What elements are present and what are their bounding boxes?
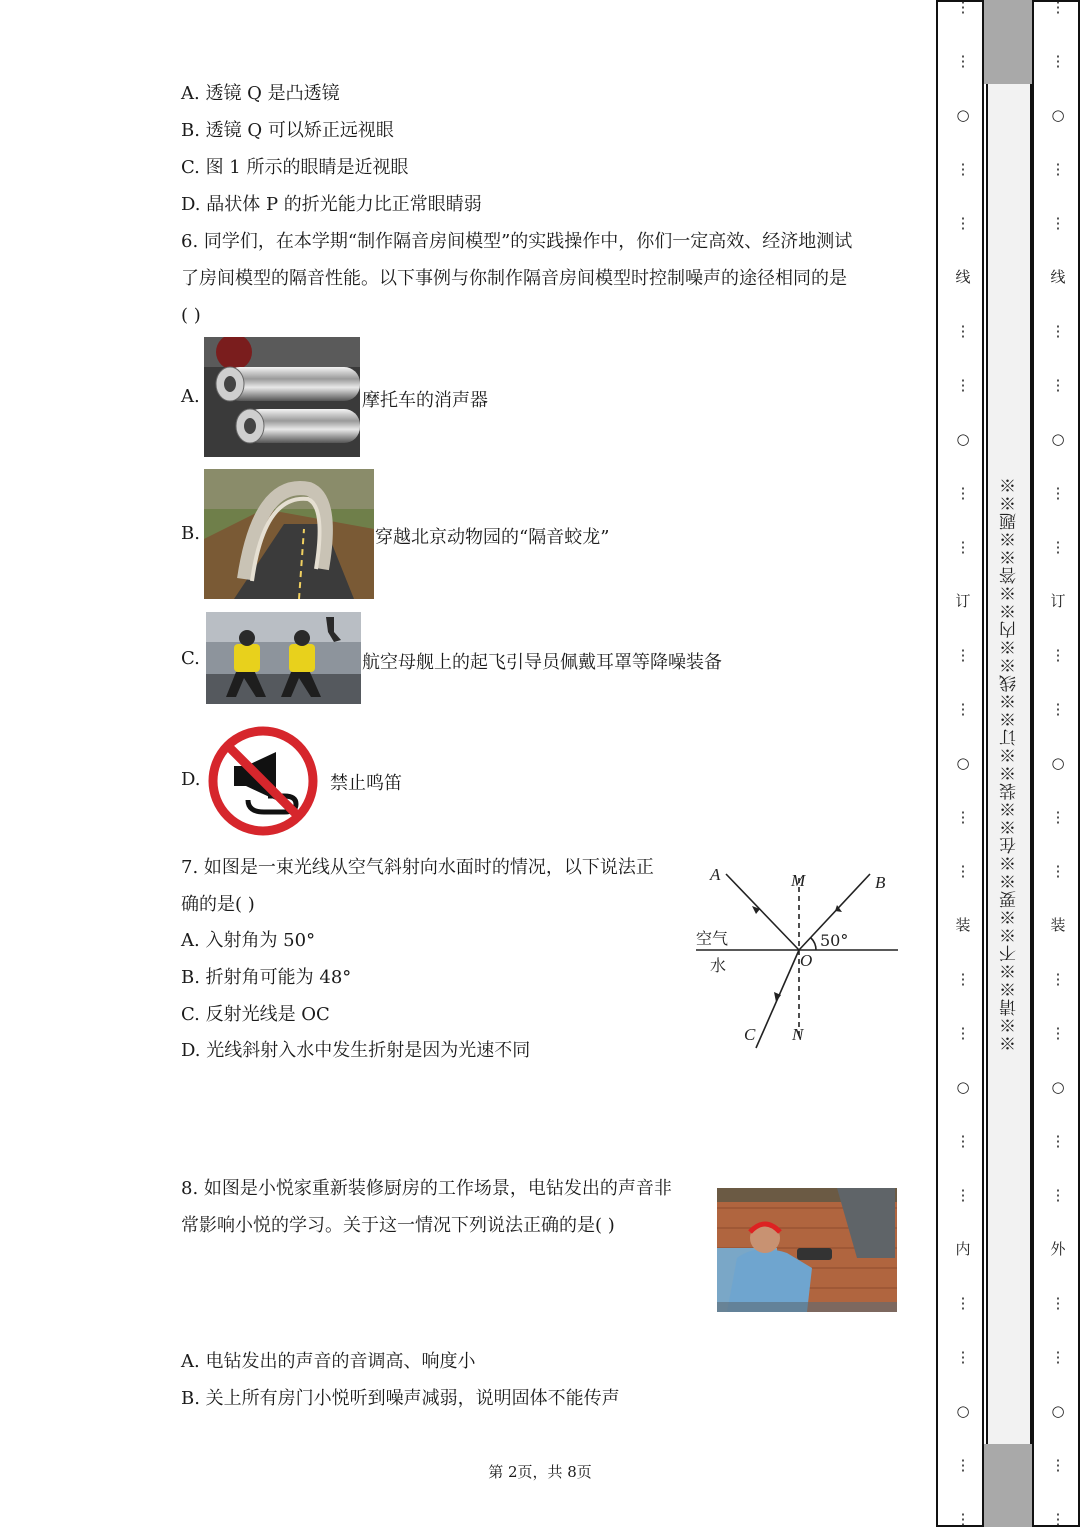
label-o: O bbox=[800, 951, 813, 970]
no-honking-sign-icon bbox=[206, 724, 320, 838]
label-a: A bbox=[710, 865, 721, 884]
q6-option-d-text: 禁止鸣笛 bbox=[330, 773, 402, 794]
q6-option-d-label: D. bbox=[181, 769, 201, 790]
binding-gray-top bbox=[984, 0, 1032, 84]
label-angle: 50° bbox=[820, 931, 849, 950]
q6-stem-line-1: 6. 同学们，在本学期“制作隔音房间模型”的实践操作中，你们一定高效、经济地测试 bbox=[181, 231, 853, 252]
inner-label-nei: 内 bbox=[955, 1240, 971, 1258]
motorcycle-muffler-image bbox=[204, 337, 360, 457]
flight-deck-crew-image bbox=[206, 612, 361, 704]
circle-mark: ○ bbox=[1051, 1078, 1065, 1096]
outer-label-xian: 线 bbox=[1050, 268, 1066, 286]
q8-stem-line-2: 常影响小悦的学习。关于这一情况下列说法正确的是( ) bbox=[181, 1215, 615, 1236]
answer-restriction-notice bbox=[986, 84, 1032, 1444]
label-water: 水 bbox=[710, 956, 727, 975]
circle-mark: ○ bbox=[1051, 754, 1065, 772]
inner-binding-column: ⋮ ⋮ ○ ⋮ ⋮ 线 ⋮ ⋮ ○ ⋮ ⋮ 订 ⋮ ⋮ ○ ⋮ ⋮ 装 ⋮ ⋮ ○ ⋮ ⋮ 内 ⋮ ⋮ ○ ⋮ ⋮ bbox=[955, 0, 971, 1528]
binding-gray-bottom bbox=[984, 1444, 1032, 1527]
inner-label-ding: 订 bbox=[955, 592, 971, 610]
q5-option-c: C. 图 1 所示的眼睛是近视眼 bbox=[181, 157, 409, 178]
circle-mark: ○ bbox=[956, 1402, 970, 1420]
q5-option-a: A. 透镜 Q 是凸透镜 bbox=[181, 83, 340, 104]
inner-label-xian: 线 bbox=[955, 268, 971, 286]
page-footer: 第 2页，共 8页 bbox=[488, 1463, 592, 1481]
q6-stem-line-3: ( ) bbox=[181, 305, 201, 326]
q6-option-a-text: 摩托车的消声器 bbox=[362, 390, 488, 411]
q7-stem-line-1: 7. 如图是一束光线从空气斜射向水面时的情况，以下说法正 bbox=[181, 857, 654, 878]
circle-mark: ○ bbox=[956, 106, 970, 124]
circle-mark: ○ bbox=[1051, 1402, 1065, 1420]
outer-label-zhuang: 装 bbox=[1050, 916, 1066, 934]
light-ray-diagram bbox=[690, 860, 905, 1060]
label-n: N bbox=[792, 1025, 804, 1044]
circle-mark: ○ bbox=[956, 1078, 970, 1096]
circle-mark: ○ bbox=[956, 430, 970, 448]
q7-option-d: D. 光线斜射入水中发生折射是因为光速不同 bbox=[181, 1040, 531, 1061]
inner-label-zhuang: 装 bbox=[955, 916, 971, 934]
label-b: B bbox=[875, 873, 886, 892]
q6-option-c-text: 航空母舰上的起飞引导员佩戴耳罩等降噪装备 bbox=[362, 652, 722, 673]
q6-stem-line-2: 了房间模型的隔音性能。以下事例与你制作隔音房间模型时控制噪声的途径相同的是 bbox=[181, 268, 847, 289]
q6-option-b-label: B. bbox=[181, 523, 200, 544]
label-m: M bbox=[791, 871, 806, 890]
q7-option-c: C. 反射光线是 OC bbox=[181, 1004, 330, 1025]
ray-oa bbox=[726, 874, 799, 950]
notice-text: ※※请※※不※※要※※在※※装※※订※※线※※内※※答※※题※※ bbox=[999, 476, 1020, 1052]
circle-mark: ○ bbox=[956, 754, 970, 772]
circle-mark: ○ bbox=[1051, 430, 1065, 448]
kitchen-drilling-photo bbox=[717, 1188, 897, 1312]
circle-mark: ○ bbox=[1051, 106, 1065, 124]
angle-arc bbox=[811, 938, 816, 950]
q5-option-b: B. 透镜 Q 可以矫正远视眼 bbox=[181, 120, 394, 141]
q8-option-a: A. 电钻发出的声音的音调高、响度小 bbox=[181, 1351, 476, 1372]
q6-option-b-text: 穿越北京动物园的“隔音蛟龙” bbox=[375, 527, 610, 548]
q6-option-c-label: C. bbox=[181, 648, 200, 669]
q7-option-b: B. 折射角可能为 48° bbox=[181, 967, 352, 988]
outer-label-wai: 外 bbox=[1050, 1240, 1066, 1258]
q6-option-a-label: A. bbox=[181, 386, 200, 407]
q7-option-a: A. 入射角为 50° bbox=[181, 930, 316, 951]
outer-label-ding: 订 bbox=[1050, 592, 1066, 610]
q7-stem-line-2: 确的是( ) bbox=[181, 894, 255, 915]
q5-option-d: D. 晶状体 P 的折光能力比正常眼睛弱 bbox=[181, 194, 482, 215]
noise-barrier-tunnel-image bbox=[204, 469, 374, 599]
q8-stem-line-1: 8. 如图是小悦家重新装修厨房的工作场景，电钻发出的声音非 bbox=[181, 1178, 672, 1199]
outer-binding-column: ⋮ ⋮ ○ ⋮ ⋮ 线 ⋮ ⋮ ○ ⋮ ⋮ 订 ⋮ ⋮ ○ ⋮ ⋮ 装 ⋮ ⋮ ○ ⋮ ⋮ 外 ⋮ ⋮ ○ ⋮ ⋮ bbox=[1050, 0, 1066, 1528]
q8-option-b: B. 关上所有房门小悦听到噪声减弱，说明固体不能传声 bbox=[181, 1388, 620, 1409]
label-air: 空气 bbox=[696, 929, 729, 948]
label-c: C bbox=[744, 1025, 756, 1044]
